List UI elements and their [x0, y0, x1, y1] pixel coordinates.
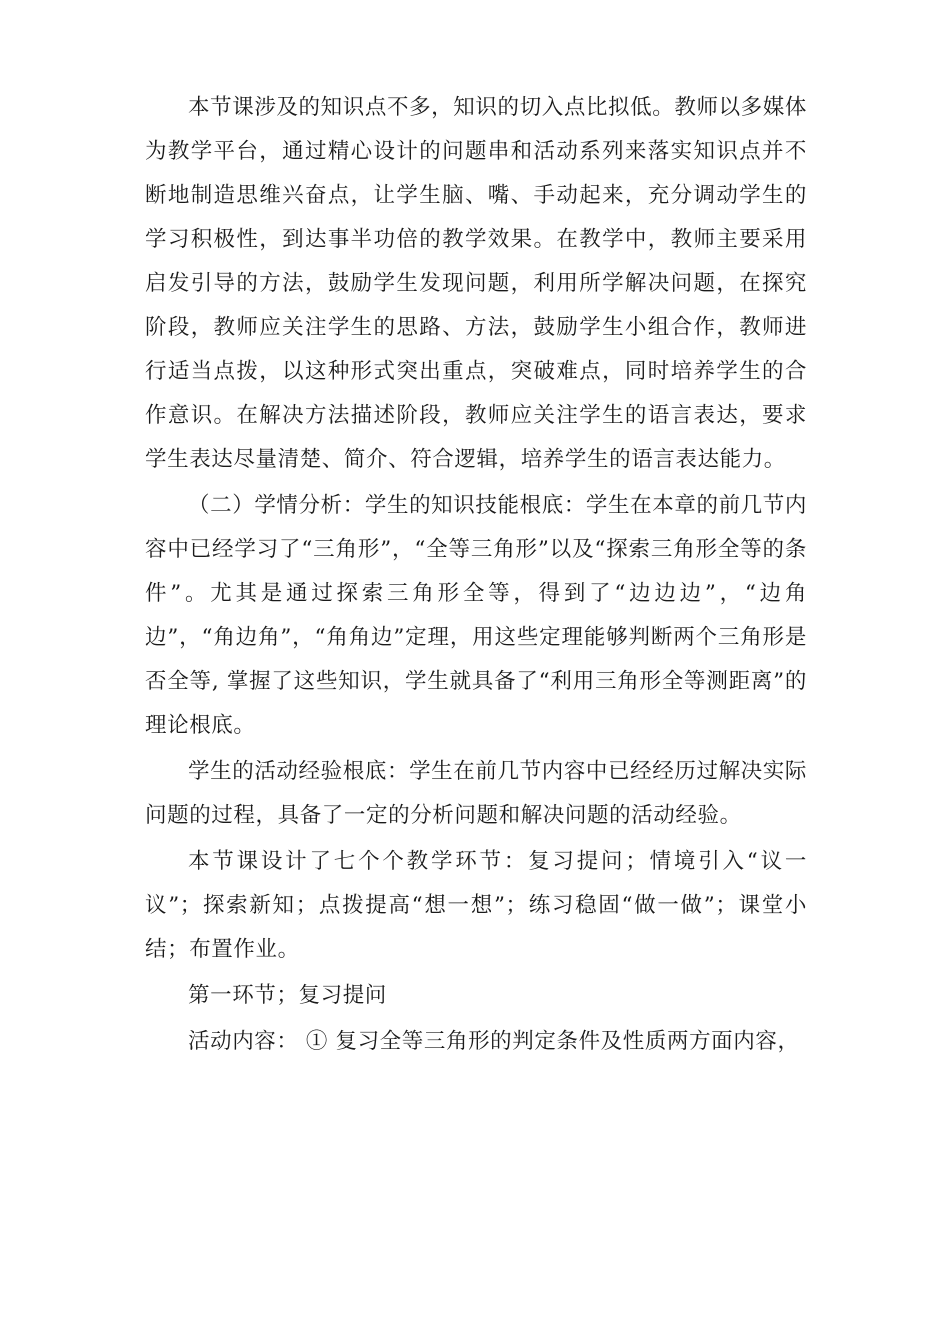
section-heading-step-one: 第一环节；复习提问	[188, 983, 387, 1008]
paragraph-teaching-steps: 本节课设计了七个个教学环节：复习提问；情境引入“议一议”；探索新知；点拨提高“想一想”；练习稳固“做一做”；课堂小结；布置作业。	[145, 849, 807, 962]
paragraph-activity-experience: 学生的活动经验根底：学生在前几节内容中已经经历过解决实际问题的过程，具备了一定的分析问题和解决问题的活动经验。	[145, 759, 807, 828]
paragraph-student-analysis: （二）学情分析：学生的知识技能根底：学生在本章的前几节内容中已经学习了“三角形”，“全等三角形”以及“探索三角形全等的条件”。尤其是通过探索三角形全等，得到了“边边边”，“边角边”，“角边角”，“角角边”定理，用这些定理能够判断两个三角形是否全等, 掌握了这些知识，学生就具备了“利用三角形全等测距离”的理论根底。	[145, 493, 807, 738]
paragraph-teaching-method: 本节课涉及的知识点不多，知识的切入点比拟低。教师以多媒体为教学平台，通过精心设计的问题串和活动系列来落实知识点并不断地制造思维兴奋点，让学生脑、嘴、手动起来，充分调动学生的学习积极性，到达事半功倍的教学效果。在教学中，教师主要采用启发引导的方法，鼓励学生发现问题，利用所学解决问题，在探究阶段，教师应关注学生的思路、方法，鼓励学生小组合作，教师进行适当点拨，以这种形式突出重点，突破难点，同时培养学生的合作意识。在解决方法描述阶段，教师应关注学生的语言表达，要求学生表达尽量清楚、简介、符合逻辑，培养学生的语言表达能力。	[145, 95, 807, 472]
document-body	[145, 86, 807, 1064]
paragraph-activity-content: 活动内容： ① 复习全等三角形的判定条件及性质两方面内容，	[188, 1029, 800, 1054]
